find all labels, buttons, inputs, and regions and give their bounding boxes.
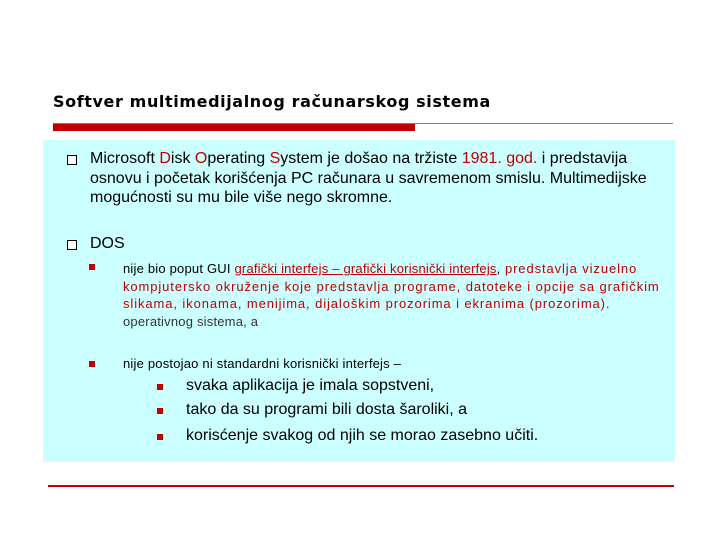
hollow-square-bullet-icon xyxy=(67,240,77,250)
bullet-dos-label: DOS xyxy=(90,235,125,252)
subbullet-interface-text: nije postojao ni standardni korisnički interfejs – xyxy=(123,356,402,371)
bullet-microsoft-dos-text: Microsoft Disk Operating System je došao na tržiste 1981. god. i predstavija osnovu i početak korišćenja PC računara u savremenom smislu. Multimedijske mogućnosti su mu bile više nego skromne. xyxy=(90,150,647,206)
title-red-rule xyxy=(53,124,415,131)
bottom-red-rule xyxy=(48,485,674,487)
level3-item: tako da su programi bili dosta šaroliki, a xyxy=(186,401,468,418)
red-square-bullet-icon xyxy=(157,408,163,414)
red-square-bullet-icon xyxy=(89,264,95,270)
level3-item: svaka aplikacija je imala sopstveni, xyxy=(186,377,435,394)
red-square-bullet-icon xyxy=(157,434,163,440)
red-square-bullet-icon xyxy=(89,361,95,367)
subbullet-gui-text: nije bio poput GUI grafički interfejs – grafički korisnički interfejs, predstavlja vizuelno kompjutersko okruženje koje predstavlja programe, datoteke i opcije sa grafičkim slikama, ikonama, menijima, dijaloškim prozorima i ekranima (prozorima). operativnog sistema, a xyxy=(123,261,660,329)
year-highlight: 1981. god. xyxy=(461,150,538,167)
red-square-bullet-icon xyxy=(157,384,163,390)
hollow-square-bullet-icon xyxy=(67,155,77,165)
gui-definition-link[interactable]: grafički interfejs – grafički korisnički interfejs xyxy=(234,261,497,276)
level3-item: korisćenje svakog od njih se morao zasebno učiti. xyxy=(186,427,539,444)
slide-title: Softver multimedijalnog računarskog sistema xyxy=(53,92,491,111)
